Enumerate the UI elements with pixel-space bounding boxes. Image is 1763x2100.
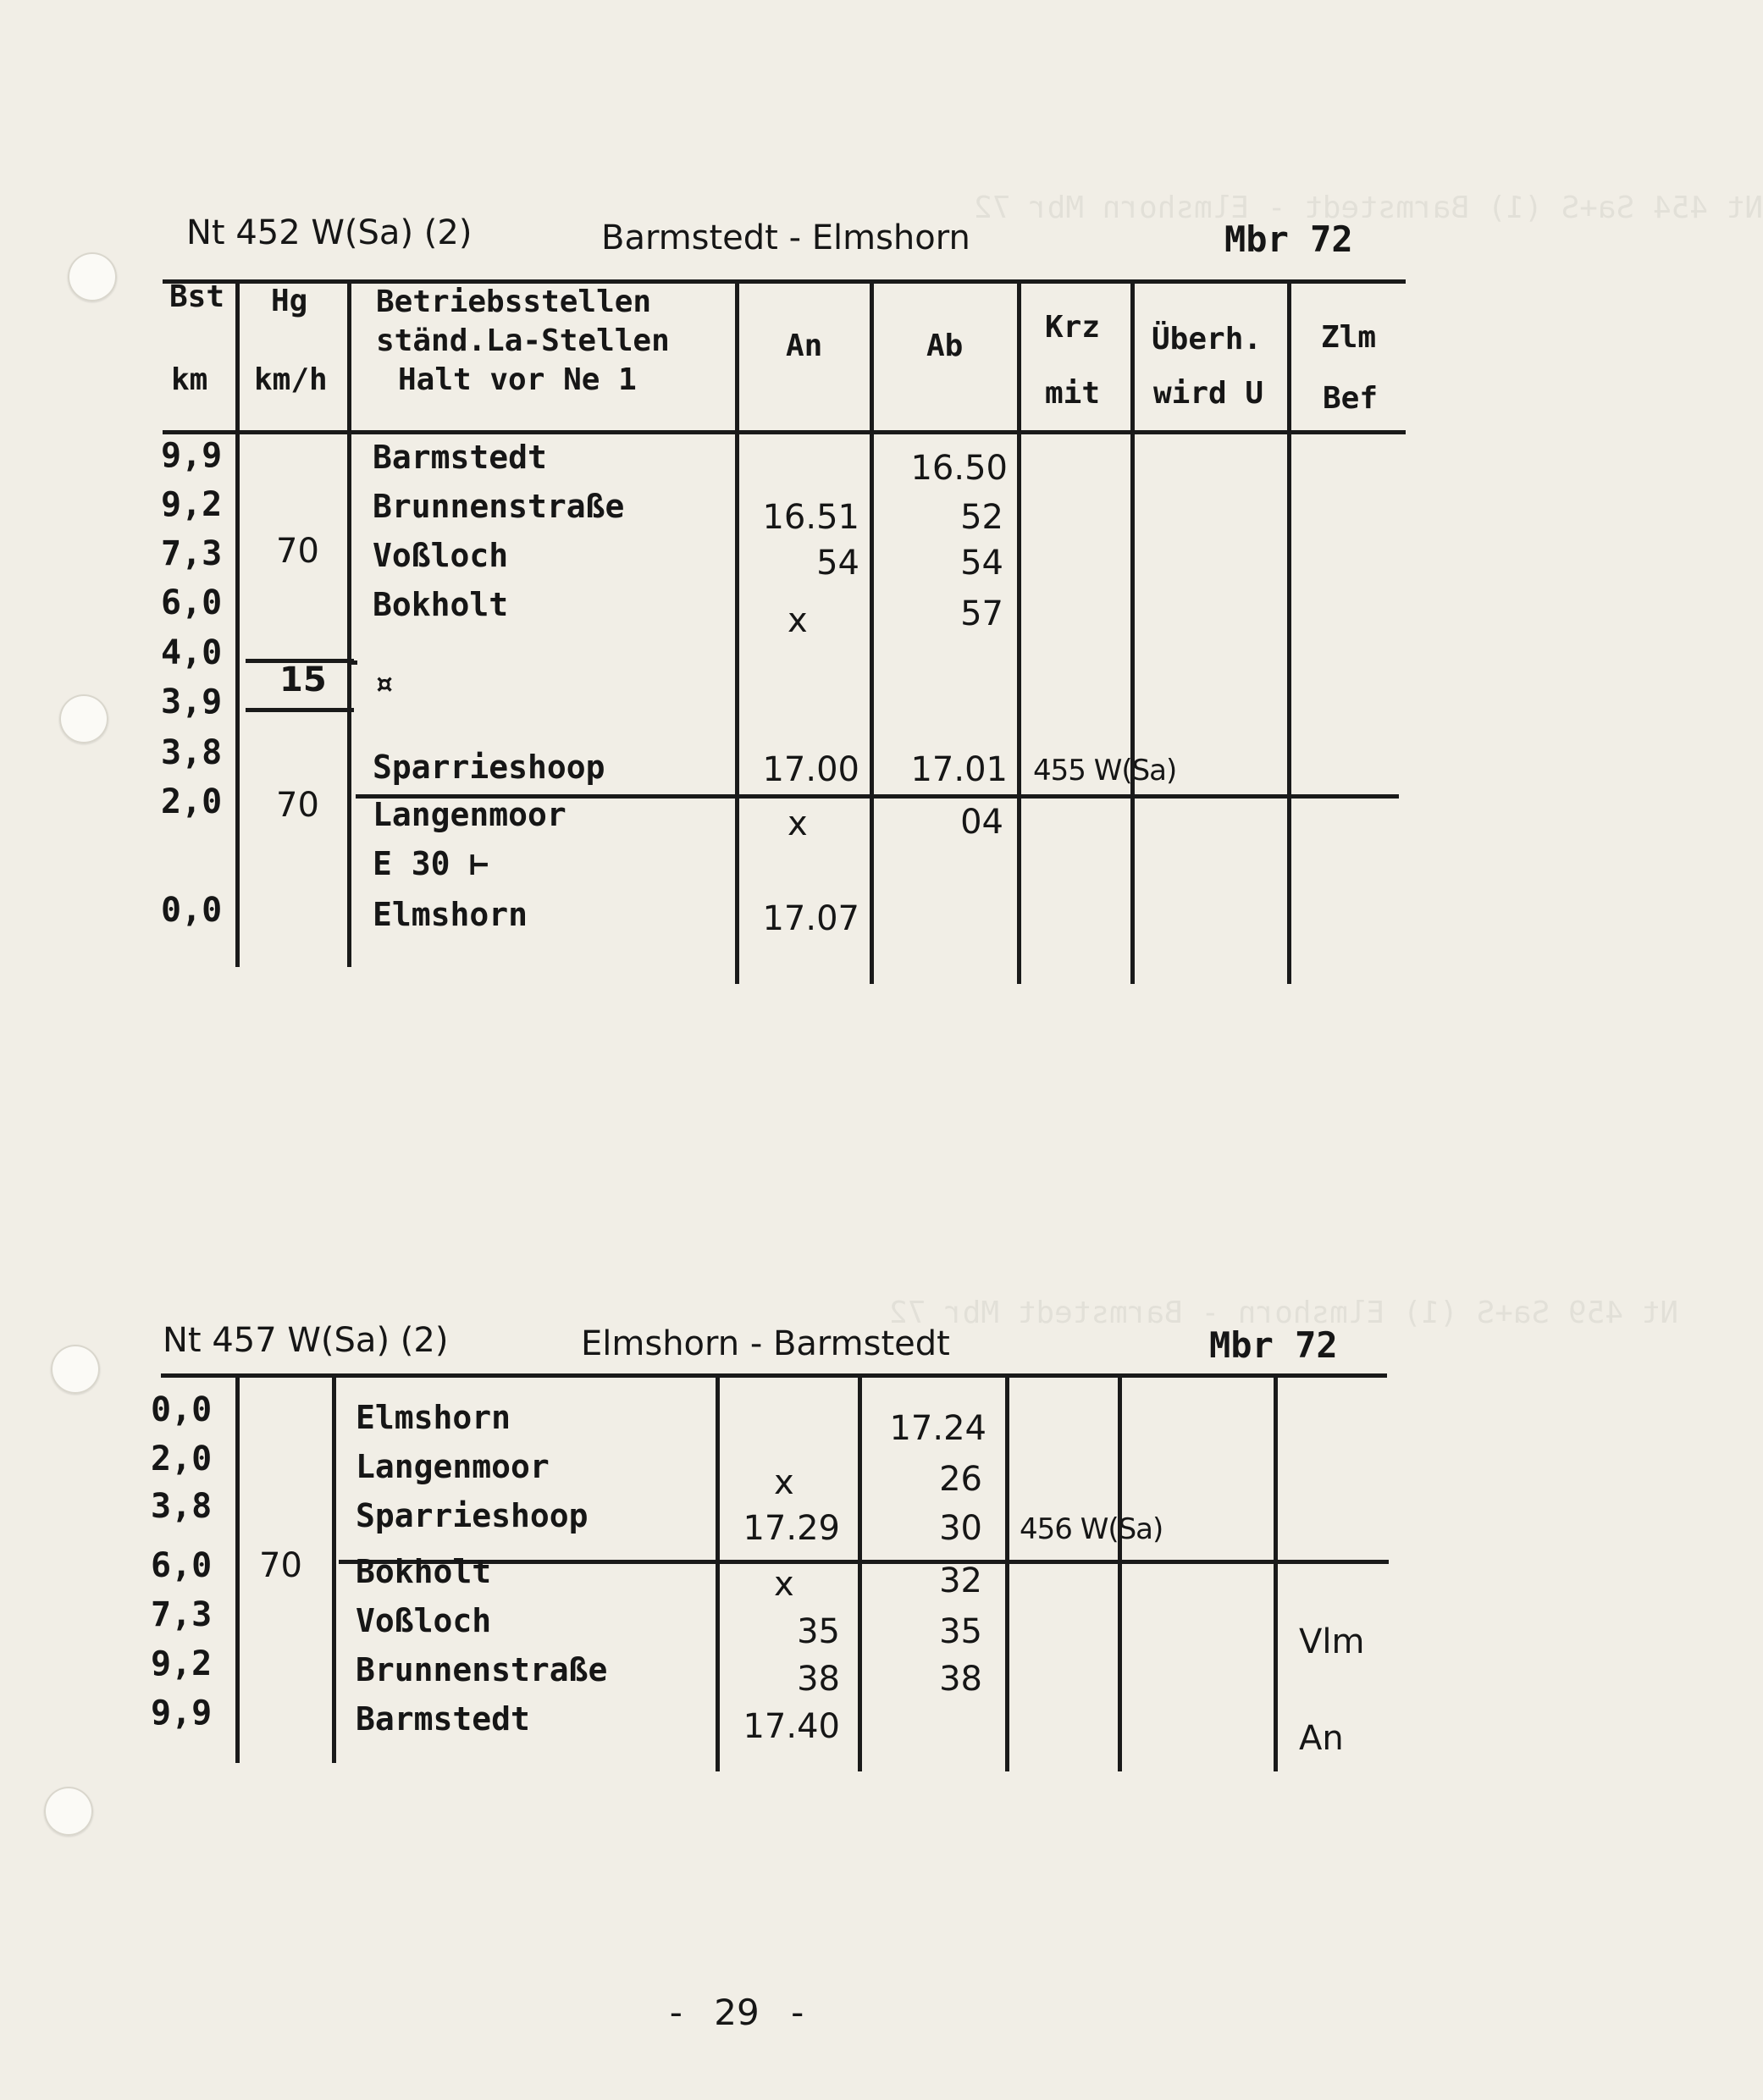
- speed-value: 70: [259, 1546, 302, 1585]
- crossing-train: 455 W(Sa): [1033, 754, 1177, 788]
- km-value: 2,0: [161, 782, 223, 821]
- arrival-pass-marker: x: [774, 1463, 794, 1502]
- station-name: Sparrieshoop: [356, 1497, 589, 1534]
- departure-time: 04: [960, 803, 1003, 842]
- header-bef: Bef: [1323, 381, 1379, 416]
- km-value: 3,8: [151, 1487, 213, 1526]
- departure-time: 52: [960, 498, 1003, 537]
- header-mit: mit: [1045, 376, 1101, 411]
- km-value: 2,0: [151, 1440, 213, 1478]
- departure-time: 32: [939, 1561, 982, 1600]
- speed-value: 70: [276, 532, 319, 571]
- km-value: 9,2: [161, 485, 223, 524]
- departure-time: 57: [960, 594, 1003, 633]
- arrival-time: 17.00: [762, 750, 859, 789]
- zlm-note: Vlm: [1299, 1622, 1365, 1661]
- header-zlm: Zlm: [1321, 320, 1377, 355]
- departure-time: 26: [939, 1460, 982, 1499]
- arrival-pass-marker: x: [774, 1565, 794, 1604]
- departure-time: 54: [960, 544, 1003, 583]
- bleed-through: Nt 454 Sa+S (1) Barmstedt - Elmshorn Mbr 72: [974, 191, 1763, 225]
- col-divider: [716, 1373, 720, 1771]
- col-divider: [735, 279, 739, 984]
- train-number: Nt 457 W(Sa) (2): [163, 1321, 449, 1360]
- header-km: km: [171, 362, 208, 397]
- station-name: Elmshorn: [373, 896, 528, 933]
- station-name: Bokholt: [356, 1553, 492, 1590]
- km-value: 3,9: [161, 682, 223, 721]
- header-la-stellen: ständ.La-Stellen: [376, 323, 670, 358]
- km-value: 7,3: [151, 1595, 213, 1634]
- arrival-time: 17.29: [743, 1509, 840, 1548]
- route-title: Barmstedt - Elmshorn: [601, 218, 970, 257]
- arrival-pass-marker: x: [788, 601, 808, 640]
- departure-time: 30: [939, 1509, 982, 1548]
- station-name: Elmshorn: [356, 1399, 511, 1436]
- speed-restriction: 15: [279, 660, 327, 699]
- col-divider: [1287, 279, 1291, 984]
- top-rule: [161, 1373, 1387, 1378]
- header-ueberh: Überh.: [1152, 322, 1263, 356]
- departure-time: 35: [939, 1612, 982, 1651]
- km-value: 0,0: [161, 891, 223, 930]
- departure-time: 38: [939, 1660, 982, 1699]
- arrival-time: 17.40: [743, 1707, 840, 1746]
- col-divider: [1130, 279, 1135, 984]
- arrival-time: 35: [797, 1612, 840, 1651]
- km-value: 9,9: [161, 436, 223, 475]
- station-name: Bokholt: [373, 586, 509, 623]
- speed-value: 70: [276, 786, 319, 825]
- km-value: 6,0: [151, 1546, 213, 1585]
- arrival-pass-marker: x: [788, 804, 808, 843]
- km-value: 4,0: [161, 633, 223, 672]
- header-ab: Ab: [926, 329, 964, 363]
- route-title: Elmshorn - Barmstedt: [581, 1324, 950, 1363]
- col-divider: [1017, 279, 1021, 984]
- km-value: 3,8: [161, 733, 223, 772]
- departure-time: 17.01: [910, 750, 1008, 789]
- col-divider: [347, 279, 351, 967]
- station-name: Langenmoor: [373, 796, 566, 833]
- zlm-note: An: [1299, 1719, 1344, 1758]
- station-name: Langenmoor: [356, 1448, 550, 1485]
- punch-hole: [51, 1345, 100, 1394]
- crossing-train: 456 W(Sa): [1020, 1512, 1163, 1546]
- arrival-time: 38: [797, 1660, 840, 1699]
- col-divider: [870, 279, 874, 984]
- col-divider: [332, 1373, 336, 1763]
- header-wird-u: wird U: [1153, 376, 1264, 411]
- crossing-rule: [339, 1560, 1389, 1564]
- station-name: Brunnenstraße: [356, 1651, 608, 1688]
- col-divider: [1274, 1373, 1278, 1771]
- col-divider: [858, 1373, 862, 1771]
- page-number: - 29 -: [669, 1992, 804, 2033]
- km-value: 9,2: [151, 1644, 213, 1683]
- train-number: Nt 452 W(Sa) (2): [186, 213, 473, 252]
- km-value: 7,3: [161, 534, 223, 573]
- mbr-code: Mbr 72: [1224, 218, 1353, 260]
- col-divider: [235, 279, 240, 967]
- header-halt: Halt vor Ne 1: [398, 362, 637, 397]
- col-divider: [1005, 1373, 1009, 1771]
- station-name: Voßloch: [356, 1602, 492, 1639]
- departure-time: 17.24: [889, 1409, 987, 1448]
- km-value: 9,9: [151, 1694, 213, 1732]
- header-betriebsstellen: Betriebsstellen: [376, 285, 652, 319]
- punch-hole: [44, 1787, 93, 1836]
- station-name: Barmstedt: [356, 1700, 530, 1738]
- station-name: Sparrieshoop: [373, 749, 605, 786]
- arrival-time: 17.07: [762, 899, 859, 938]
- punch-hole: [68, 252, 117, 301]
- header-hg: Hg: [271, 284, 308, 318]
- col-divider: [235, 1373, 240, 1763]
- mbr-code: Mbr 72: [1209, 1324, 1338, 1366]
- station-name: Barmstedt: [373, 439, 547, 476]
- header-an: An: [786, 329, 823, 363]
- km-value: 6,0: [161, 583, 223, 622]
- col-divider: [1118, 1373, 1122, 1771]
- punch-hole: [59, 694, 108, 743]
- arrival-time: 54: [816, 544, 859, 583]
- header-kmh: km/h: [254, 362, 328, 397]
- departure-time: 16.50: [910, 449, 1008, 488]
- bleed-through: Nt 459 Sa+S (1) Elmshorn - Barmstedt Mbr 72: [889, 1296, 1678, 1330]
- signal-marker: E 30 ⊢: [373, 845, 489, 882]
- station-name: Voßloch: [373, 537, 509, 574]
- header-krz: Krz: [1045, 310, 1101, 345]
- speed-box-bottom-rule: [246, 708, 354, 712]
- header-bst: Bst: [169, 279, 225, 314]
- level-crossing-symbol: ¤: [374, 665, 394, 702]
- km-value: 0,0: [151, 1390, 213, 1429]
- arrival-time: 16.51: [762, 498, 859, 537]
- station-name: Brunnenstraße: [373, 488, 625, 525]
